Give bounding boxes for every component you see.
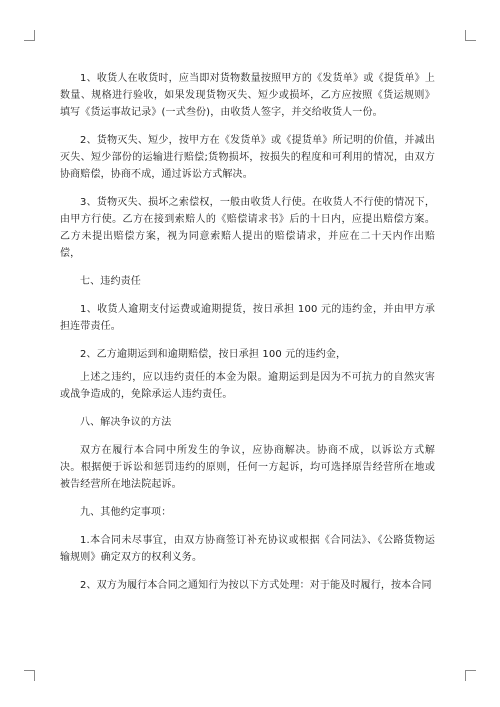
clause-paragraph-3: 3、货物灭失、损坏之索偿权，一般由收货人行使。在收货人不行使的情况下，由甲方行使。乙方在接到索赔人的《赔偿请求书》后的十日内，应提出赔偿方案。乙方未提出赔偿方案，视为同意索赔人提出的赔偿请求，并应在二十天内作出赔偿， xyxy=(60,197,435,259)
crop-mark-bottom-right xyxy=(465,670,476,681)
clause-paragraph-8: 1.本合同未尽事宜，由双方协商签订补充协议或根据《合同法》、《公路货物运输规则》确定双方的权利义务。 xyxy=(60,535,435,563)
section-heading-breach-liability: 七、违约责任 xyxy=(80,276,141,287)
document-body xyxy=(60,70,435,605)
clause-paragraph-4: 1、收货人逾期支付运费或逾期提货，按日承担 100 元的违约金，并由甲方承担连带责任。 xyxy=(60,304,435,332)
section-heading-dispute-resolution: 八、解决争议的方法 xyxy=(80,417,172,428)
clause-paragraph-1: 1、收货人在收货时，应当即对货物数量按照甲方的《发货单》或《提货单》上数量、规格进行验收，如果发现货物灭失、短少或损坏，乙方应按照《货运规则》填写《货运事故记录》(一式叁份)，由收货人签字，并交给收货人一份。 xyxy=(60,73,435,118)
clause-paragraph-6: 上述之违约，应以违约责任的本金为限。逾期运到是因为不可抗力的自然灾害或战争造成的，免除承运人违约责任。 xyxy=(60,372,435,400)
clause-paragraph-7: 双方在履行本合同中所发生的争议，应协商解决。协商不成，以诉讼方式解决。根据便于诉讼和惩罚违约的原则，任何一方起诉，均可选择原告经营所在地或被告经营所在地法院起诉。 xyxy=(60,445,435,490)
crop-mark-bottom-left xyxy=(24,670,35,681)
crop-mark-top-right xyxy=(465,30,476,41)
clause-paragraph-2: 2、货物灭失、短少，按甲方在《发货单》或《提货单》所记明的价值，并减出灭失、短少部份的运输进行赔偿;货物损坏，按损失的程度和可利用的情况，由双方协商赔偿，协商不成，通过诉讼方式解决。 xyxy=(60,135,435,180)
crop-mark-top-left xyxy=(24,30,35,41)
clause-paragraph-9: 2、双方为履行本合同之通知行为按以下方式处理：对于能及时履行，按本合同 xyxy=(80,580,432,591)
section-heading-other-terms: 九、其他约定事项： xyxy=(80,507,172,518)
clause-paragraph-5: 2、乙方逾期运到和逾期赔偿，按日承担 100 元的违约金， xyxy=(80,349,347,360)
